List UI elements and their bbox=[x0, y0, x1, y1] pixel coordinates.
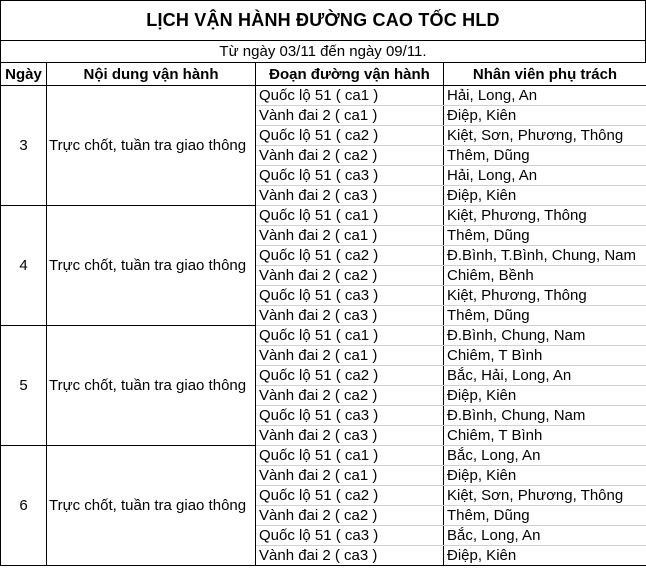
date-range: Từ ngày 03/11 đến ngày 09/11. bbox=[219, 42, 427, 60]
content-cell: Trực chốt, tuần tra giao thông bbox=[47, 206, 256, 326]
schedule-body bbox=[1, 86, 646, 566]
schedule-table bbox=[0, 62, 646, 566]
staff-cell: Đ.Bình, Chung, Nam bbox=[444, 406, 646, 426]
table-row bbox=[1, 446, 646, 466]
table-row bbox=[1, 206, 646, 226]
content-cell: Trực chốt, tuần tra giao thông bbox=[47, 326, 256, 446]
segment-cell: Vành đai 2 ( ca1 ) bbox=[256, 226, 444, 246]
header-row bbox=[1, 63, 646, 86]
staff-cell: Kiệt, Sơn, Phương, Thông bbox=[444, 486, 646, 506]
staff-cell: Thêm, Dũng bbox=[444, 226, 646, 246]
header-day: Ngày bbox=[1, 63, 47, 86]
staff-cell: Chiêm, T Bình bbox=[444, 426, 646, 446]
header-content: Nội dung vận hành bbox=[47, 63, 256, 86]
segment-cell: Vành đai 2 ( ca3 ) bbox=[256, 546, 444, 566]
segment-cell: Quốc lộ 51 ( ca1 ) bbox=[256, 86, 444, 106]
staff-cell: Điệp, Kiên bbox=[444, 186, 646, 206]
staff-cell: Chiêm, Bềnh bbox=[444, 266, 646, 286]
staff-cell: Kiệt, Sơn, Phương, Thông bbox=[444, 126, 646, 146]
staff-cell: Điệp, Kiên bbox=[444, 466, 646, 486]
staff-cell: Điệp, Kiên bbox=[444, 106, 646, 126]
segment-cell: Quốc lộ 51 ( ca2 ) bbox=[256, 366, 444, 386]
staff-cell: Hải, Long, An bbox=[444, 86, 646, 106]
staff-cell: Điệp, Kiên bbox=[444, 546, 646, 566]
segment-cell: Quốc lộ 51 ( ca2 ) bbox=[256, 486, 444, 506]
segment-cell: Vành đai 2 ( ca3 ) bbox=[256, 426, 444, 446]
staff-cell: Thêm, Dũng bbox=[444, 306, 646, 326]
segment-cell: Quốc lộ 51 ( ca1 ) bbox=[256, 206, 444, 226]
segment-cell: Quốc lộ 51 ( ca3 ) bbox=[256, 166, 444, 186]
staff-cell: Đ.Bình, Chung, Nam bbox=[444, 326, 646, 346]
staff-cell: Kiệt, Phương, Thông bbox=[444, 286, 646, 306]
segment-cell: Vành đai 2 ( ca2 ) bbox=[256, 386, 444, 406]
segment-cell: Quốc lộ 51 ( ca2 ) bbox=[256, 246, 444, 266]
day-cell: 3 bbox=[1, 86, 47, 206]
staff-cell: Đ.Bình, T.Bình, Chung, Nam bbox=[444, 246, 646, 266]
staff-cell: Chiêm, T Bình bbox=[444, 346, 646, 366]
segment-cell: Vành đai 2 ( ca3 ) bbox=[256, 186, 444, 206]
segment-cell: Quốc lộ 51 ( ca2 ) bbox=[256, 126, 444, 146]
segment-cell: Vành đai 2 ( ca1 ) bbox=[256, 106, 444, 126]
day-cell: 4 bbox=[1, 206, 47, 326]
segment-cell: Quốc lộ 51 ( ca3 ) bbox=[256, 406, 444, 426]
content-cell: Trực chốt, tuần tra giao thông bbox=[47, 86, 256, 206]
staff-cell: Thêm, Dũng bbox=[444, 146, 646, 166]
segment-cell: Quốc lộ 51 ( ca3 ) bbox=[256, 286, 444, 306]
day-cell: 5 bbox=[1, 326, 47, 446]
segment-cell: Vành đai 2 ( ca2 ) bbox=[256, 506, 444, 526]
staff-cell: Thêm, Dũng bbox=[444, 506, 646, 526]
staff-cell: Kiệt, Phương, Thông bbox=[444, 206, 646, 226]
table-row bbox=[1, 326, 646, 346]
content-cell: Trực chốt, tuần tra giao thông bbox=[47, 446, 256, 566]
staff-cell: Hải, Long, An bbox=[444, 166, 646, 186]
segment-cell: Quốc lộ 51 ( ca1 ) bbox=[256, 446, 444, 466]
segment-cell: Vành đai 2 ( ca2 ) bbox=[256, 266, 444, 286]
day-cell: 6 bbox=[1, 446, 47, 566]
segment-cell: Vành đai 2 ( ca1 ) bbox=[256, 466, 444, 486]
table-row bbox=[1, 86, 646, 106]
header-segment: Đoạn đường vận hành bbox=[256, 63, 444, 86]
staff-cell: Bắc, Hải, Long, An bbox=[444, 366, 646, 386]
segment-cell: Quốc lộ 51 ( ca1 ) bbox=[256, 326, 444, 346]
staff-cell: Bắc, Long, An bbox=[444, 526, 646, 546]
page-title: LỊCH VẬN HÀNH ĐƯỜNG CAO TỐC HLD bbox=[146, 9, 500, 30]
segment-cell: Vành đai 2 ( ca3 ) bbox=[256, 306, 444, 326]
segment-cell: Vành đai 2 ( ca1 ) bbox=[256, 346, 444, 366]
staff-cell: Bắc, Long, An bbox=[444, 446, 646, 466]
segment-cell: Quốc lộ 51 ( ca3 ) bbox=[256, 526, 444, 546]
staff-cell: Điệp, Kiên bbox=[444, 386, 646, 406]
segment-cell: Vành đai 2 ( ca2 ) bbox=[256, 146, 444, 166]
header-staff: Nhân viên phụ trách bbox=[444, 63, 646, 86]
